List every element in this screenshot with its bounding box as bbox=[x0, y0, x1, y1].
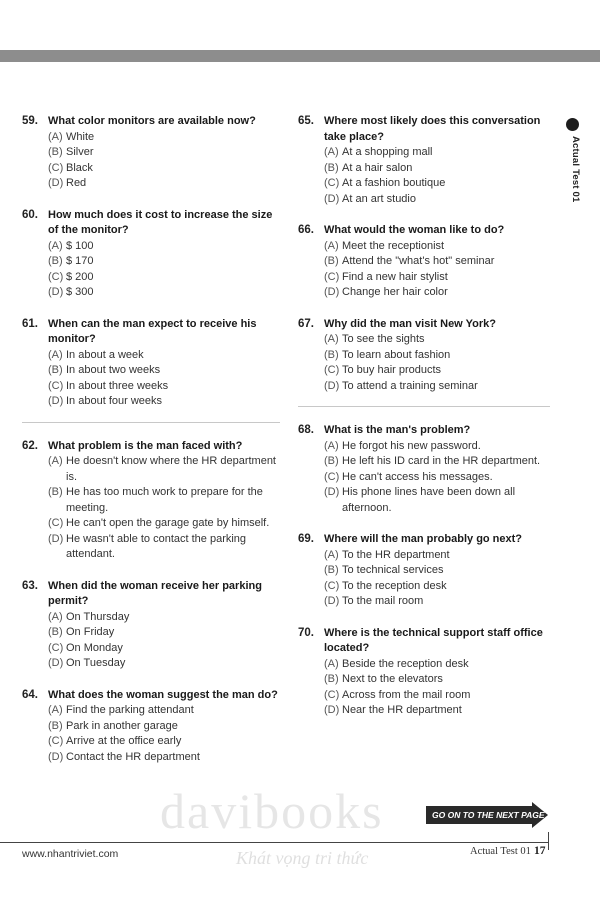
answer-option bbox=[48, 285, 280, 301]
option-text: To attend a training seminar bbox=[342, 379, 478, 392]
option-letter: (B) bbox=[48, 486, 63, 498]
option-text: To technical services bbox=[342, 564, 444, 576]
option-letter: (B) bbox=[324, 673, 339, 685]
option-text: Find the parking attendant bbox=[66, 704, 194, 716]
answer-option bbox=[48, 363, 280, 379]
section-divider bbox=[298, 406, 550, 407]
option-text: Across from the mail room bbox=[342, 688, 471, 701]
question-number: 65. bbox=[298, 115, 314, 127]
question-text: Where will the man probably go next? bbox=[324, 533, 523, 545]
option-text: To learn about fashion bbox=[342, 348, 451, 361]
answer-option bbox=[324, 454, 550, 470]
question-block bbox=[22, 208, 280, 301]
answer-option bbox=[324, 285, 550, 301]
option-text: To the HR department bbox=[342, 548, 450, 561]
option-text: Park in another garage bbox=[66, 719, 178, 732]
question-number: 66. bbox=[298, 224, 314, 236]
question-text: When can the man expect to receive his monitor? bbox=[48, 317, 257, 345]
side-tab-label: Actual Test 01 bbox=[570, 136, 581, 203]
option-letter: (A) bbox=[324, 657, 339, 670]
option-text: $ 200 bbox=[66, 270, 94, 283]
option-text: To the reception desk bbox=[342, 579, 447, 592]
option-letter: (A) bbox=[324, 333, 339, 345]
option-text: Attend the "what's hot" seminar bbox=[342, 255, 495, 267]
question-block bbox=[298, 317, 550, 395]
footer-tick bbox=[548, 832, 549, 850]
answer-option bbox=[324, 470, 550, 486]
question-number: 68. bbox=[298, 424, 314, 436]
question-text: Why did the man visit New York? bbox=[324, 317, 496, 330]
option-letter: (A) bbox=[324, 548, 339, 561]
option-letter: (C) bbox=[324, 364, 340, 376]
option-letter: (D) bbox=[324, 379, 340, 392]
option-letter: (A) bbox=[48, 239, 63, 252]
answer-option bbox=[324, 439, 550, 455]
question-number: 70. bbox=[298, 626, 314, 639]
option-text: He wasn't able to contact the parking attendant. bbox=[66, 532, 247, 560]
answer-option bbox=[324, 270, 550, 286]
option-letter: (C) bbox=[324, 470, 340, 483]
option-letter: (C) bbox=[48, 735, 64, 747]
answer-option bbox=[48, 641, 280, 657]
answer-option bbox=[324, 239, 550, 255]
answer-option bbox=[48, 516, 280, 532]
answer-option bbox=[324, 348, 550, 364]
option-letter: (A) bbox=[48, 130, 63, 143]
option-letter: (A) bbox=[48, 348, 63, 361]
option-text: To buy hair products bbox=[342, 364, 442, 376]
question-text: How much does it cost to increase the size of the monitor? bbox=[48, 208, 273, 236]
option-text: To the mail room bbox=[342, 595, 424, 607]
option-text: In about a week bbox=[66, 348, 144, 361]
option-letter: (B) bbox=[324, 255, 339, 267]
answer-option bbox=[324, 548, 550, 564]
option-letter: (B) bbox=[324, 564, 339, 576]
option-text: He can't open the garage gate by himself. bbox=[66, 517, 270, 529]
option-letter: (A) bbox=[48, 455, 63, 467]
answer-option bbox=[324, 145, 550, 161]
answer-option bbox=[48, 703, 280, 719]
option-text: In about four weeks bbox=[66, 395, 163, 407]
option-text: At an art studio bbox=[342, 192, 416, 205]
footer-url: www.nhantriviet.com bbox=[22, 848, 119, 860]
option-text: He doesn't know where the HR department is. bbox=[66, 455, 276, 483]
option-letter: (D) bbox=[324, 704, 340, 716]
option-letter: (B) bbox=[324, 348, 339, 361]
answer-option bbox=[48, 625, 280, 641]
answer-option bbox=[324, 672, 550, 688]
answer-option bbox=[324, 254, 550, 270]
option-letter: (B) bbox=[48, 255, 63, 267]
question-number: 69. bbox=[298, 533, 314, 545]
answer-option bbox=[324, 363, 550, 379]
answer-option bbox=[324, 563, 550, 579]
page-number: 17 bbox=[534, 845, 546, 857]
option-text: On Tuesday bbox=[66, 657, 126, 669]
option-text: He forgot his new password. bbox=[342, 439, 481, 452]
right-question-column bbox=[298, 114, 550, 719]
option-text: $ 170 bbox=[66, 255, 94, 267]
option-text: Change her hair color bbox=[342, 286, 448, 298]
answer-option bbox=[48, 348, 280, 364]
next-page-arrow bbox=[426, 802, 550, 828]
next-page-label: GO ON TO THE NEXT PAGE bbox=[432, 810, 545, 820]
option-letter: (D) bbox=[48, 657, 64, 669]
answer-option bbox=[324, 176, 550, 192]
option-letter: (C) bbox=[324, 177, 340, 189]
option-text: Near the HR department bbox=[342, 704, 462, 716]
option-text: At a shopping mall bbox=[342, 146, 433, 158]
header-band bbox=[0, 50, 600, 62]
question-text: Where is the technical support staff office located? bbox=[324, 626, 543, 654]
question-block bbox=[298, 223, 550, 301]
answer-option bbox=[324, 594, 550, 610]
question-number: 64. bbox=[22, 688, 38, 701]
question-block bbox=[298, 532, 550, 610]
option-letter: (B) bbox=[48, 146, 63, 158]
answer-option bbox=[48, 656, 280, 672]
section-side-tab bbox=[562, 112, 592, 212]
option-text: At a fashion boutique bbox=[342, 177, 446, 189]
option-text: $ 300 bbox=[66, 286, 94, 298]
option-text: He has too much work to prepare for the meeting. bbox=[66, 486, 263, 514]
answer-option bbox=[324, 688, 550, 704]
tab-marker-icon bbox=[566, 118, 579, 131]
footer-title: Actual Test 01 bbox=[470, 846, 531, 857]
answer-option bbox=[324, 657, 550, 673]
question-text: What does the woman suggest the man do? bbox=[48, 688, 278, 701]
option-letter: (D) bbox=[324, 595, 340, 607]
answer-option bbox=[48, 239, 280, 255]
option-text: Red bbox=[66, 177, 87, 189]
question-block bbox=[298, 114, 550, 207]
option-letter: (C) bbox=[48, 379, 64, 392]
option-text: On Monday bbox=[66, 641, 123, 654]
option-letter: (A) bbox=[324, 239, 339, 252]
answer-option bbox=[324, 703, 550, 719]
question-block bbox=[22, 579, 280, 672]
option-letter: (A) bbox=[324, 439, 339, 452]
option-letter: (B) bbox=[48, 364, 63, 376]
option-letter: (D) bbox=[48, 286, 64, 298]
answer-option bbox=[48, 254, 280, 270]
option-letter: (A) bbox=[48, 610, 63, 623]
option-letter: (D) bbox=[48, 532, 64, 545]
answer-option bbox=[324, 579, 550, 595]
question-text: Where most likely does this conversation take place? bbox=[324, 115, 541, 143]
question-block bbox=[298, 423, 550, 516]
option-text: Arrive at the office early bbox=[66, 735, 182, 747]
answer-option bbox=[48, 130, 280, 146]
answer-option bbox=[48, 145, 280, 161]
option-letter: (C) bbox=[48, 641, 64, 654]
answer-option bbox=[324, 161, 550, 177]
option-text: Silver bbox=[66, 146, 94, 158]
option-letter: (D) bbox=[48, 395, 64, 407]
answer-option bbox=[48, 610, 280, 626]
option-letter: (B) bbox=[324, 455, 339, 467]
question-block bbox=[22, 439, 280, 563]
option-text: Meet the receptionist bbox=[342, 239, 445, 252]
option-text: Next to the elevators bbox=[342, 673, 443, 685]
option-text: His phone lines have been down all afternoon. bbox=[342, 486, 516, 514]
question-text: When did the woman receive her parking permit? bbox=[48, 579, 262, 607]
option-text: Contact the HR department bbox=[66, 750, 200, 763]
answer-option bbox=[48, 454, 280, 485]
question-text: What would the woman like to do? bbox=[324, 224, 505, 236]
question-number: 60. bbox=[22, 208, 38, 221]
option-text: At a hair salon bbox=[342, 161, 413, 174]
option-letter: (B) bbox=[48, 626, 63, 638]
option-letter: (A) bbox=[48, 704, 63, 716]
answer-option bbox=[48, 532, 280, 563]
question-number: 59. bbox=[22, 115, 38, 127]
option-text: In about three weeks bbox=[66, 379, 169, 392]
question-text: What color monitors are available now? bbox=[48, 115, 256, 127]
option-letter: (C) bbox=[324, 688, 340, 701]
answer-option bbox=[48, 719, 280, 735]
question-block bbox=[22, 317, 280, 410]
option-text: He can't access his messages. bbox=[342, 470, 493, 483]
answer-option bbox=[324, 332, 550, 348]
option-text: To see the sights bbox=[342, 333, 425, 345]
question-block bbox=[22, 688, 280, 766]
question-number: 67. bbox=[298, 317, 314, 330]
option-letter: (B) bbox=[324, 161, 339, 174]
answer-option bbox=[48, 750, 280, 766]
question-number: 61. bbox=[22, 317, 38, 330]
option-letter: (D) bbox=[48, 750, 64, 763]
section-divider bbox=[22, 422, 280, 423]
option-text: In about two weeks bbox=[66, 364, 161, 376]
answer-option bbox=[48, 161, 280, 177]
answer-option bbox=[324, 485, 550, 516]
option-letter: (D) bbox=[324, 486, 340, 498]
option-text: White bbox=[66, 130, 95, 143]
option-letter: (D) bbox=[324, 192, 340, 205]
question-text: What is the man's problem? bbox=[324, 424, 471, 436]
watermark-tagline: Khát vọng tri thức bbox=[236, 848, 369, 868]
left-question-column bbox=[22, 114, 280, 765]
option-text: Black bbox=[66, 161, 93, 174]
option-letter: (C) bbox=[324, 579, 340, 592]
option-text: He left his ID card in the HR department. bbox=[342, 455, 541, 467]
option-letter: (D) bbox=[324, 286, 340, 298]
answer-option bbox=[48, 176, 280, 192]
option-text: Beside the reception desk bbox=[342, 657, 469, 670]
answer-option bbox=[324, 192, 550, 208]
answer-option bbox=[48, 394, 280, 410]
option-letter: (C) bbox=[48, 270, 64, 283]
question-block bbox=[298, 626, 550, 719]
option-letter: (C) bbox=[324, 270, 340, 283]
question-block bbox=[22, 114, 280, 192]
answer-option bbox=[48, 270, 280, 286]
option-letter: (A) bbox=[324, 146, 339, 158]
option-text: On Thursday bbox=[66, 610, 130, 623]
option-letter: (D) bbox=[48, 177, 64, 189]
watermark-brand: davibooks bbox=[160, 783, 384, 839]
option-text: Find a new hair stylist bbox=[342, 270, 448, 283]
option-letter: (C) bbox=[48, 161, 64, 174]
question-number: 62. bbox=[22, 439, 38, 452]
option-letter: (B) bbox=[48, 719, 63, 732]
answer-option bbox=[48, 734, 280, 750]
question-number: 63. bbox=[22, 579, 38, 592]
footer-rule bbox=[0, 842, 548, 843]
answer-option bbox=[324, 379, 550, 395]
option-letter: (C) bbox=[48, 517, 64, 529]
answer-option bbox=[48, 379, 280, 395]
option-text: $ 100 bbox=[66, 239, 94, 252]
question-text: What problem is the man faced with? bbox=[48, 439, 243, 452]
answer-option bbox=[48, 485, 280, 516]
option-text: On Friday bbox=[66, 626, 115, 638]
